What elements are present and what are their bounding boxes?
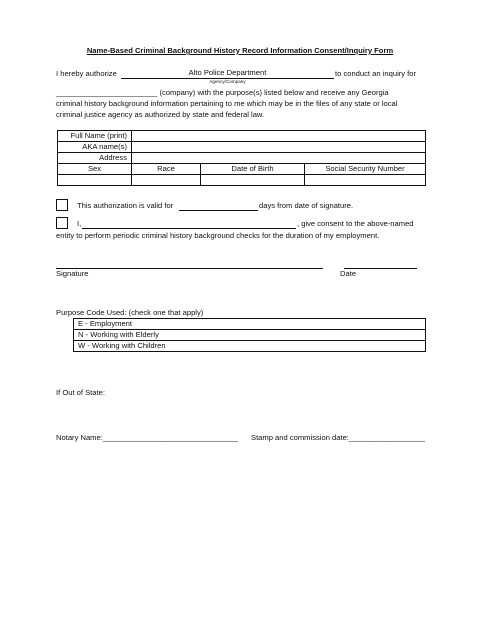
table-row bbox=[58, 153, 426, 164]
validity-prefix: This authorization is valid for bbox=[77, 201, 174, 210]
consent-suffix: , give consent to the above-named bbox=[297, 219, 414, 228]
ssn-header: Social Security Number bbox=[305, 164, 426, 175]
authorize-suffix: to conduct an inquiry for bbox=[335, 69, 417, 78]
table-row bbox=[58, 142, 426, 153]
purpose-heading: Purpose Code Used: (check one that apply) bbox=[56, 308, 204, 317]
purpose-code-table bbox=[73, 318, 426, 352]
validity-checkbox[interactable] bbox=[56, 199, 68, 211]
ssn-field[interactable] bbox=[305, 175, 426, 186]
out-of-state-label: If Out of State: bbox=[56, 388, 105, 397]
table-row bbox=[58, 175, 426, 186]
authorize-line-4: criminal justice agency as authorized by state and federal law. bbox=[56, 110, 265, 119]
applicant-info-table bbox=[57, 130, 426, 186]
table-row bbox=[58, 164, 426, 175]
table-row bbox=[74, 341, 426, 352]
sex-field[interactable] bbox=[58, 175, 132, 186]
full-name-field[interactable] bbox=[132, 131, 426, 142]
aka-label: AKA name(s) bbox=[58, 142, 132, 153]
dob-header: Date of Birth bbox=[201, 164, 305, 175]
date-label: Date bbox=[340, 269, 357, 278]
table-row bbox=[74, 330, 426, 341]
consent-prefix: I, bbox=[77, 219, 82, 228]
address-label: Address bbox=[58, 153, 132, 164]
agency-caption: Agency/Company bbox=[209, 79, 246, 84]
authorize-line-2: ________________________ (company) with the purpose(s) listed below and receive any Georgia bbox=[56, 88, 389, 97]
sex-header: Sex bbox=[58, 164, 132, 175]
full-name-label: Full Name (print) bbox=[58, 131, 132, 142]
dob-field[interactable] bbox=[201, 175, 305, 186]
validity-days-field[interactable] bbox=[179, 201, 258, 211]
authorize-line-3: criminal history background information pertaining to me which may be in the files of any state or local bbox=[56, 99, 398, 108]
validity-suffix: days from date of signature. bbox=[259, 201, 354, 210]
purpose-option-elderly[interactable]: N - Working with Elderly bbox=[74, 330, 426, 341]
signature-label: Signature bbox=[56, 269, 89, 278]
address-field[interactable] bbox=[132, 153, 426, 164]
consent-name-field[interactable] bbox=[82, 219, 296, 229]
race-field[interactable] bbox=[132, 175, 201, 186]
agency-value: Alto Police Department bbox=[188, 68, 267, 77]
race-header: Race bbox=[132, 164, 201, 175]
table-row bbox=[74, 319, 426, 330]
purpose-option-children[interactable]: W - Working with Children bbox=[74, 341, 426, 352]
notary-name-label[interactable]: Notary Name:________________________________ bbox=[56, 433, 238, 442]
date-field[interactable] bbox=[344, 259, 417, 269]
purpose-option-employment[interactable]: E - Employment bbox=[74, 319, 426, 330]
consent-line-2: entity to perform periodic criminal history background checks for the duration of my employment. bbox=[56, 231, 380, 240]
form-title: Name-Based Criminal Background History Record Information Consent/Inquiry Form bbox=[86, 46, 394, 55]
table-row bbox=[58, 131, 426, 142]
signature-field[interactable] bbox=[56, 259, 323, 269]
consent-checkbox[interactable] bbox=[56, 217, 68, 229]
aka-field[interactable] bbox=[132, 142, 426, 153]
stamp-commission-label[interactable]: Stamp and commission date:__________________ bbox=[251, 433, 425, 442]
authorize-prefix: I hereby authorize bbox=[56, 69, 117, 78]
